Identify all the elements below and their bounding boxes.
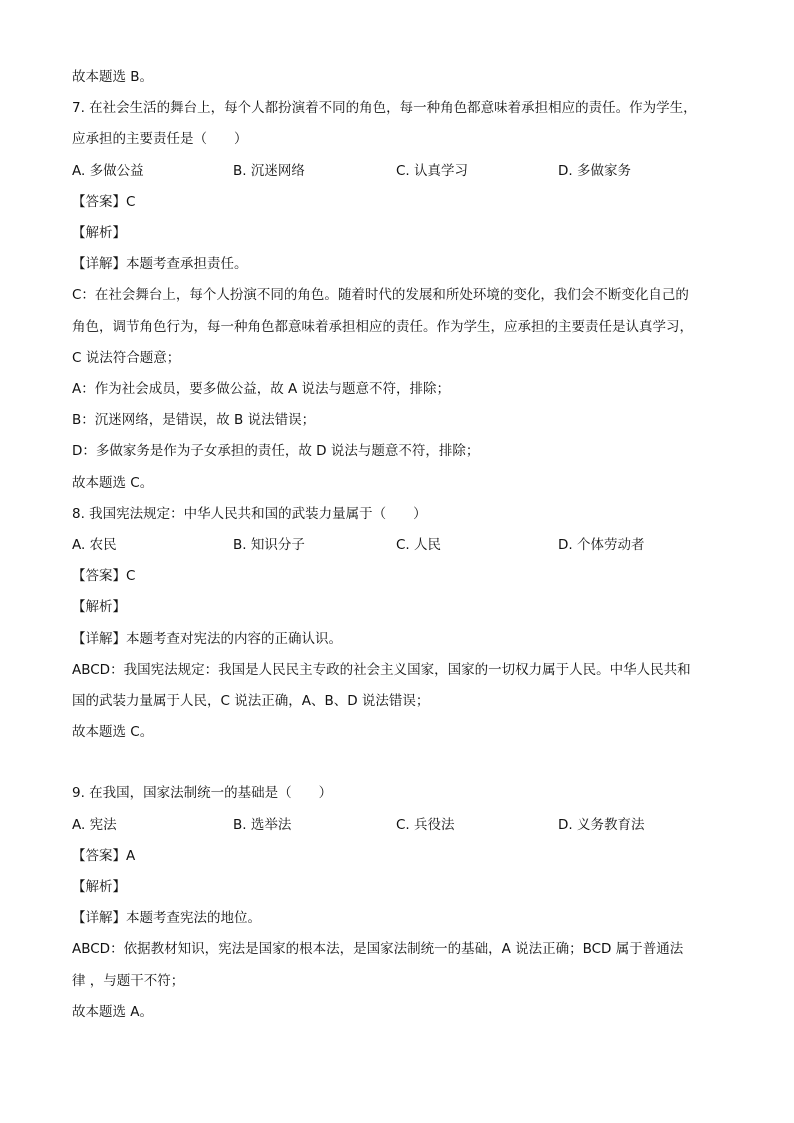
q7-conclusion: 故本题选 C。: [72, 474, 154, 491]
prev-conclusion: 故本题选 B。: [72, 69, 154, 85]
q8-option-a: A. 农民: [72, 537, 117, 554]
question-7-text-cont: 应承担的主要责任是（ ）: [72, 131, 248, 148]
question-7-text: 7. 在社会生活的舞台上，每个人都扮演着不同的角色，每一种角色都意味着承担相应的责任。作为学生，: [72, 100, 697, 117]
q7-explanation-line: A：作为社会成员，要多做公益，故 A 说法与题意不符，排除；: [72, 381, 451, 398]
q9-explanation-line: 律 ，与题干不符；: [72, 972, 185, 989]
q7-explanation-line: C：在社会舞台上，每个人扮演不同的角色。随着时代的发展和所处环境的变化，我们会不断变化自己的: [72, 287, 689, 304]
q9-explanation-line: ABCD：依据教材知识，宪法是国家的根本法，是国家法制统一的基础，A 说法正确；BCD 属于普通法: [72, 941, 684, 958]
q9-analysis-heading: 【解析】: [72, 879, 126, 896]
q9-detail: 【详解】本题考查宪法的地位。: [72, 910, 261, 927]
spacer: [72, 748, 722, 778]
q8-analysis-heading: 【解析】: [72, 599, 126, 616]
q7-option-b: B. 沉迷网络: [233, 162, 305, 179]
q7-detail: 【详解】本题考查承担责任。: [72, 256, 248, 273]
q9-answer: 【答案】A: [72, 847, 136, 864]
q9-option-c: C. 兵役法: [396, 816, 455, 833]
q9-option-d: D. 义务教育法: [558, 816, 645, 833]
question-8-options: [72, 530, 722, 561]
question-9-text: 9. 在我国，国家法制统一的基础是（ ）: [72, 785, 333, 802]
q8-explanation-line: ABCD：我国宪法规定：我国是人民民主专政的社会主义国家，国家的一切权力属于人民。中华人民共和: [72, 661, 691, 678]
q8-answer: 【答案】C: [72, 568, 136, 585]
q8-conclusion: 故本题选 C。: [72, 724, 154, 741]
q7-option-a: A. 多做公益: [72, 162, 144, 179]
q8-option-d: D. 个体劳动者: [558, 537, 645, 554]
q7-explanation-line: D：多做家务是作为子女承担的责任，故 D 说法与题意不符，排除；: [72, 443, 480, 460]
q7-explanation-line: C 说法符合题意；: [72, 349, 181, 366]
q7-explanation-line: 角色，调节角色行为，每一种角色都意味着承担相应的责任。作为学生，应承担的主要责任是认真学习，: [72, 318, 693, 335]
q7-option-d: D. 多做家务: [558, 162, 631, 179]
q7-analysis-heading: 【解析】: [72, 225, 126, 241]
q8-option-c: C. 人民: [396, 537, 442, 554]
q9-conclusion: 故本题选 A。: [72, 1003, 154, 1020]
q7-answer: 【答案】C: [72, 193, 136, 210]
q8-detail: 【详解】本题考查对宪法的内容的正确认识。: [72, 630, 342, 647]
q7-explanation-line: B：沉迷网络，是错误，故 B 说法错误；: [72, 412, 316, 429]
q9-option-b: B. 选举法: [233, 816, 292, 833]
q8-option-b: B. 知识分子: [233, 537, 305, 554]
q7-option-c: C. 认真学习: [396, 162, 469, 179]
document-content: [72, 62, 722, 1028]
q9-option-a: A. 宪法: [72, 816, 117, 833]
question-8-text: 8. 我国宪法规定：中华人民共和国的武装力量属于（ ）: [72, 505, 427, 522]
q8-explanation-line: 国的武装力量属于人民，C 说法正确，A、B、D 说法错误；: [72, 693, 430, 710]
question-7-options: [72, 156, 722, 187]
question-9-options: [72, 810, 722, 841]
